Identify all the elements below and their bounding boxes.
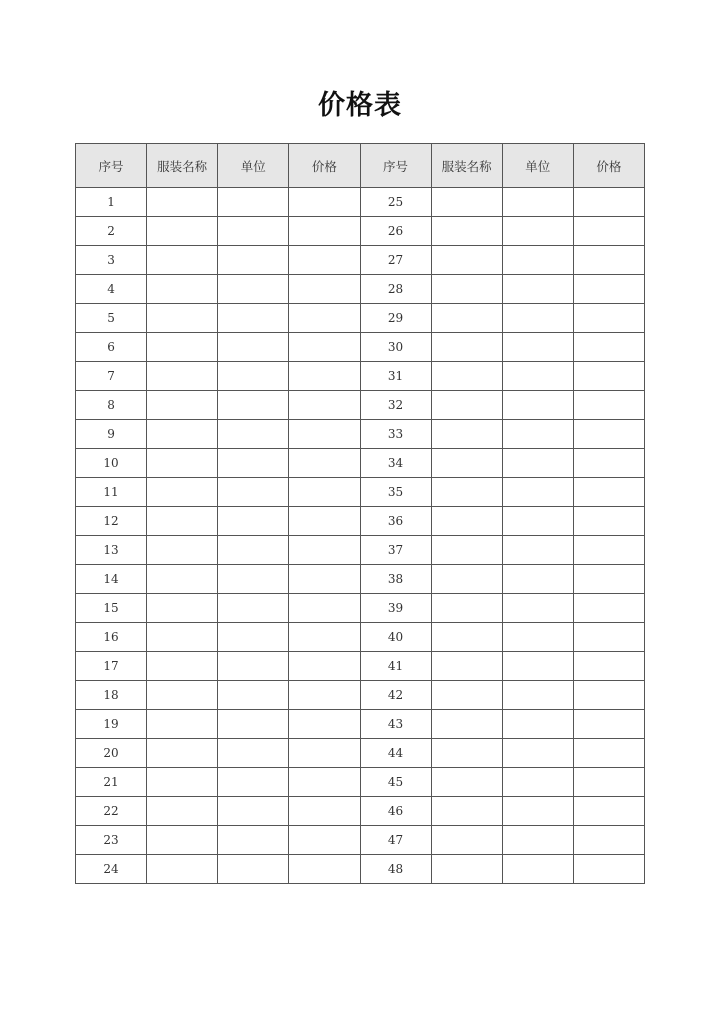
cell-right-price — [573, 304, 644, 333]
cell-right-unit — [502, 304, 573, 333]
cell-left-price — [289, 797, 360, 826]
cell-left-price — [289, 507, 360, 536]
cell-left-no: 1 — [76, 188, 147, 217]
cell-right-price — [573, 594, 644, 623]
cell-right-no: 33 — [360, 420, 431, 449]
cell-right-price — [573, 188, 644, 217]
cell-right-no: 34 — [360, 449, 431, 478]
cell-right-unit — [502, 420, 573, 449]
cell-left-no: 18 — [76, 681, 147, 710]
table-row — [76, 304, 645, 333]
table-row — [76, 652, 645, 681]
table-row — [76, 768, 645, 797]
cell-right-name — [431, 565, 502, 594]
cell-right-price — [573, 768, 644, 797]
cell-right-no: 47 — [360, 826, 431, 855]
cell-left-unit — [218, 449, 289, 478]
cell-left-unit — [218, 304, 289, 333]
cell-left-price — [289, 188, 360, 217]
cell-left-name — [147, 188, 218, 217]
cell-left-no: 6 — [76, 333, 147, 362]
cell-right-unit — [502, 217, 573, 246]
cell-left-no: 5 — [76, 304, 147, 333]
cell-right-price — [573, 217, 644, 246]
table-row — [76, 797, 645, 826]
cell-left-name — [147, 449, 218, 478]
cell-left-price — [289, 275, 360, 304]
cell-right-unit — [502, 333, 573, 362]
cell-left-no: 16 — [76, 623, 147, 652]
cell-right-unit — [502, 188, 573, 217]
cell-left-no: 7 — [76, 362, 147, 391]
cell-right-unit — [502, 594, 573, 623]
table-row — [76, 333, 645, 362]
cell-right-price — [573, 681, 644, 710]
cell-left-price — [289, 710, 360, 739]
cell-left-no: 13 — [76, 536, 147, 565]
cell-left-price — [289, 478, 360, 507]
table-row — [76, 391, 645, 420]
cell-right-name — [431, 739, 502, 768]
header-cell-right-price: 价格 — [573, 144, 644, 188]
cell-left-name — [147, 478, 218, 507]
cell-left-price — [289, 391, 360, 420]
cell-left-name — [147, 565, 218, 594]
cell-right-name — [431, 536, 502, 565]
page-title: 价格表 — [318, 90, 402, 121]
cell-left-name — [147, 826, 218, 855]
cell-right-price — [573, 652, 644, 681]
header-cell-left-price: 价格 — [289, 144, 360, 188]
cell-left-name — [147, 623, 218, 652]
table-row — [76, 449, 645, 478]
cell-left-price — [289, 652, 360, 681]
header-cell-right-name: 服装名称 — [431, 144, 502, 188]
cell-right-price — [573, 362, 644, 391]
cell-left-no: 12 — [76, 507, 147, 536]
cell-right-unit — [502, 362, 573, 391]
cell-left-price — [289, 333, 360, 362]
cell-left-name — [147, 217, 218, 246]
cell-left-price — [289, 826, 360, 855]
cell-right-name — [431, 594, 502, 623]
cell-right-unit — [502, 507, 573, 536]
cell-right-price — [573, 449, 644, 478]
cell-left-price — [289, 246, 360, 275]
cell-right-unit — [502, 681, 573, 710]
cell-right-unit — [502, 449, 573, 478]
cell-left-name — [147, 507, 218, 536]
cell-left-name — [147, 797, 218, 826]
table-row — [76, 478, 645, 507]
cell-right-unit — [502, 710, 573, 739]
cell-right-name — [431, 362, 502, 391]
cell-left-unit — [218, 623, 289, 652]
table-row — [76, 507, 645, 536]
cell-left-price — [289, 739, 360, 768]
cell-left-unit — [218, 710, 289, 739]
cell-right-name — [431, 855, 502, 884]
cell-left-unit — [218, 507, 289, 536]
table-row — [76, 420, 645, 449]
cell-right-name — [431, 275, 502, 304]
cell-right-unit — [502, 855, 573, 884]
cell-right-no: 32 — [360, 391, 431, 420]
cell-right-name — [431, 797, 502, 826]
cell-left-no: 20 — [76, 739, 147, 768]
cell-right-no: 29 — [360, 304, 431, 333]
cell-right-price — [573, 246, 644, 275]
cell-left-no: 2 — [76, 217, 147, 246]
cell-right-price — [573, 536, 644, 565]
cell-right-name — [431, 188, 502, 217]
cell-left-price — [289, 362, 360, 391]
table-row — [76, 188, 645, 217]
cell-left-no: 17 — [76, 652, 147, 681]
cell-left-name — [147, 739, 218, 768]
cell-left-name — [147, 710, 218, 739]
cell-right-no: 36 — [360, 507, 431, 536]
cell-right-no: 28 — [360, 275, 431, 304]
cell-right-unit — [502, 652, 573, 681]
cell-right-name — [431, 478, 502, 507]
cell-left-unit — [218, 768, 289, 797]
cell-right-no: 27 — [360, 246, 431, 275]
cell-right-no: 46 — [360, 797, 431, 826]
cell-left-price — [289, 681, 360, 710]
cell-right-name — [431, 391, 502, 420]
cell-right-price — [573, 739, 644, 768]
cell-right-price — [573, 710, 644, 739]
cell-right-unit — [502, 565, 573, 594]
cell-left-unit — [218, 188, 289, 217]
cell-right-name — [431, 246, 502, 275]
cell-right-no: 25 — [360, 188, 431, 217]
cell-right-no: 39 — [360, 594, 431, 623]
cell-right-name — [431, 333, 502, 362]
header-cell-right-no: 序号 — [360, 144, 431, 188]
cell-left-no: 22 — [76, 797, 147, 826]
cell-left-no: 4 — [76, 275, 147, 304]
cell-right-name — [431, 768, 502, 797]
header-cell-left-no: 序号 — [76, 144, 147, 188]
cell-right-no: 43 — [360, 710, 431, 739]
cell-left-price — [289, 565, 360, 594]
cell-right-unit — [502, 739, 573, 768]
cell-right-name — [431, 681, 502, 710]
table-row — [76, 217, 645, 246]
cell-right-no: 41 — [360, 652, 431, 681]
cell-left-price — [289, 536, 360, 565]
table-row — [76, 739, 645, 768]
cell-right-price — [573, 391, 644, 420]
cell-left-unit — [218, 362, 289, 391]
cell-right-no: 40 — [360, 623, 431, 652]
cell-right-name — [431, 710, 502, 739]
cell-left-no: 9 — [76, 420, 147, 449]
cell-right-unit — [502, 246, 573, 275]
cell-right-price — [573, 275, 644, 304]
cell-right-no: 31 — [360, 362, 431, 391]
table-row — [76, 855, 645, 884]
cell-right-no: 45 — [360, 768, 431, 797]
cell-right-name — [431, 420, 502, 449]
cell-left-unit — [218, 855, 289, 884]
cell-left-unit — [218, 652, 289, 681]
cell-left-name — [147, 362, 218, 391]
cell-right-price — [573, 623, 644, 652]
cell-left-price — [289, 420, 360, 449]
table-row — [76, 681, 645, 710]
cell-left-unit — [218, 826, 289, 855]
cell-right-name — [431, 652, 502, 681]
cell-right-name — [431, 304, 502, 333]
table-row — [76, 536, 645, 565]
cell-left-unit — [218, 681, 289, 710]
cell-left-name — [147, 855, 218, 884]
cell-left-unit — [218, 246, 289, 275]
table-row — [76, 246, 645, 275]
cell-right-unit — [502, 478, 573, 507]
cell-left-no: 15 — [76, 594, 147, 623]
cell-left-name — [147, 681, 218, 710]
cell-right-name — [431, 623, 502, 652]
cell-left-unit — [218, 536, 289, 565]
cell-left-name — [147, 536, 218, 565]
table-row — [76, 826, 645, 855]
cell-right-price — [573, 420, 644, 449]
cell-left-name — [147, 246, 218, 275]
cell-left-name — [147, 333, 218, 362]
price-table — [75, 143, 645, 884]
cell-left-unit — [218, 797, 289, 826]
cell-left-price — [289, 594, 360, 623]
cell-right-price — [573, 478, 644, 507]
cell-left-unit — [218, 333, 289, 362]
cell-right-name — [431, 826, 502, 855]
cell-left-price — [289, 623, 360, 652]
cell-right-name — [431, 217, 502, 246]
cell-left-no: 21 — [76, 768, 147, 797]
header-row — [76, 144, 645, 188]
cell-right-no: 26 — [360, 217, 431, 246]
cell-left-no: 10 — [76, 449, 147, 478]
cell-left-no: 14 — [76, 565, 147, 594]
table-body — [76, 188, 645, 884]
cell-left-no: 23 — [76, 826, 147, 855]
table-row — [76, 710, 645, 739]
cell-left-price — [289, 217, 360, 246]
cell-left-name — [147, 652, 218, 681]
cell-left-name — [147, 594, 218, 623]
table-row — [76, 594, 645, 623]
cell-right-unit — [502, 826, 573, 855]
cell-right-price — [573, 333, 644, 362]
cell-right-no: 42 — [360, 681, 431, 710]
cell-left-unit — [218, 420, 289, 449]
cell-left-name — [147, 768, 218, 797]
cell-right-no: 30 — [360, 333, 431, 362]
table-row — [76, 275, 645, 304]
cell-left-no: 3 — [76, 246, 147, 275]
cell-left-unit — [218, 391, 289, 420]
cell-right-no: 38 — [360, 565, 431, 594]
cell-left-unit — [218, 217, 289, 246]
cell-left-no: 19 — [76, 710, 147, 739]
cell-left-unit — [218, 275, 289, 304]
cell-left-price — [289, 768, 360, 797]
cell-left-unit — [218, 565, 289, 594]
cell-left-unit — [218, 478, 289, 507]
cell-left-price — [289, 449, 360, 478]
header-cell-left-unit: 单位 — [218, 144, 289, 188]
table-row — [76, 623, 645, 652]
cell-right-no: 35 — [360, 478, 431, 507]
cell-left-name — [147, 420, 218, 449]
cell-right-price — [573, 855, 644, 884]
cell-right-price — [573, 565, 644, 594]
cell-right-unit — [502, 768, 573, 797]
cell-right-unit — [502, 391, 573, 420]
cell-right-unit — [502, 536, 573, 565]
cell-left-no: 24 — [76, 855, 147, 884]
cell-right-unit — [502, 797, 573, 826]
cell-left-no: 11 — [76, 478, 147, 507]
header-cell-left-name: 服装名称 — [147, 144, 218, 188]
cell-right-no: 48 — [360, 855, 431, 884]
cell-left-name — [147, 275, 218, 304]
cell-left-name — [147, 304, 218, 333]
cell-right-unit — [502, 623, 573, 652]
cell-left-unit — [218, 594, 289, 623]
cell-right-no: 37 — [360, 536, 431, 565]
cell-right-unit — [502, 275, 573, 304]
cell-right-no: 44 — [360, 739, 431, 768]
cell-left-price — [289, 855, 360, 884]
cell-left-no: 8 — [76, 391, 147, 420]
cell-left-name — [147, 391, 218, 420]
header-cell-right-unit: 单位 — [502, 144, 573, 188]
cell-left-unit — [218, 739, 289, 768]
cell-right-name — [431, 507, 502, 536]
cell-right-price — [573, 507, 644, 536]
cell-right-price — [573, 797, 644, 826]
cell-left-price — [289, 304, 360, 333]
table-row — [76, 565, 645, 594]
cell-right-name — [431, 449, 502, 478]
table-row — [76, 362, 645, 391]
cell-right-price — [573, 826, 644, 855]
